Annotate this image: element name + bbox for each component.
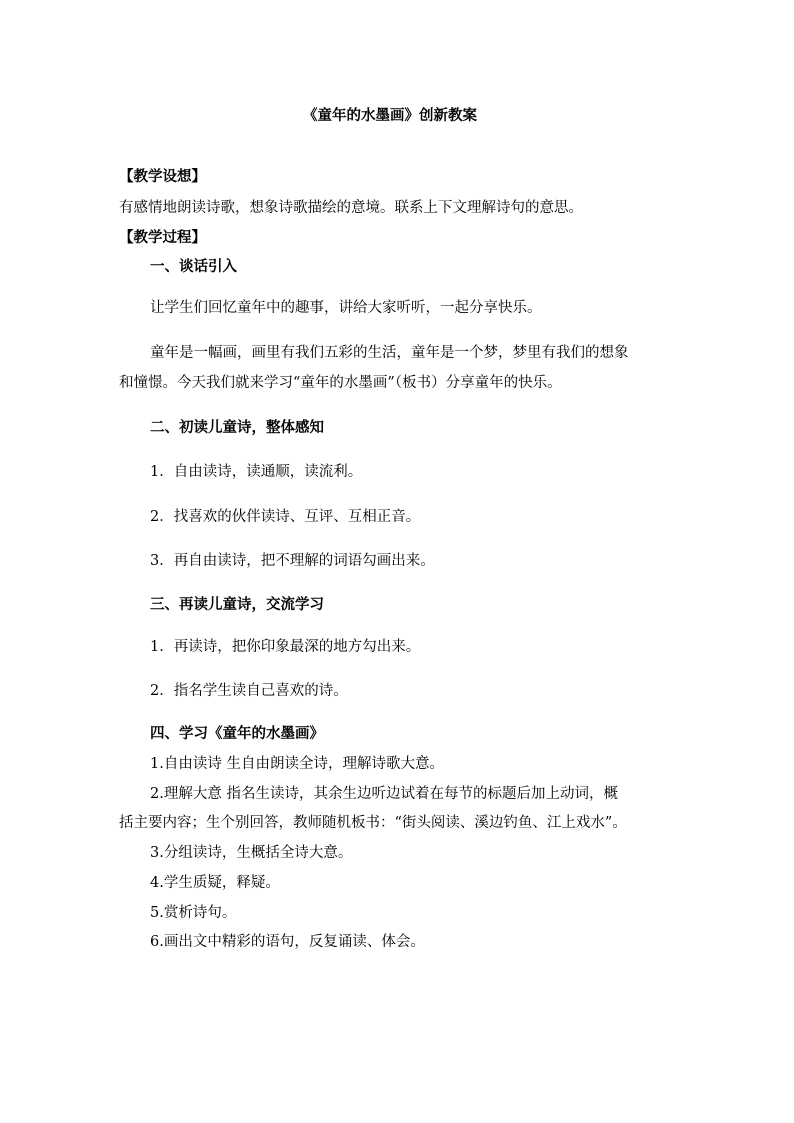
section-2-item-2: 2．找喜欢的伙伴读诗、互评、互相正音。: [150, 509, 421, 525]
section-3-heading: 三、再读儿童诗，交流学习: [150, 596, 324, 613]
section-1-paragraph-2-line-1: 童年是一幅画，画里有我们五彩的生活，童年是一个梦，梦里有我们的想象: [150, 345, 629, 361]
section-2-item-1: 1．自由读诗，读通顺，读流利。: [150, 464, 363, 480]
section-4-item-6: 6.画出文中精彩的语句，反复诵读、体会。: [150, 934, 425, 950]
section-2-item-3: 3．再自由读诗，把不理解的词语勾画出来。: [150, 553, 435, 569]
page-title: 《童年的水墨画》创新教案: [303, 107, 477, 124]
section-2-heading: 二、初读儿童诗，整体感知: [150, 419, 324, 436]
section-4-heading: 四、学习《童年的水墨画》: [150, 725, 324, 742]
section-1-paragraph-2-line-2: 和憧憬。今天我们就来学习“童年的水墨画”（板书）分享童年的快乐。: [119, 375, 562, 391]
process-heading: 【教学过程】: [119, 229, 206, 246]
design-text: 有感情地朗读诗歌，想象诗歌描绘的意境。联系上下文理解诗句的意思。: [119, 200, 583, 216]
section-3-item-1: 1．再读诗，把你印象最深的地方勾出来。: [150, 639, 421, 655]
section-1-paragraph-1: 让学生们回忆童年中的趣事，讲给大家听听，一起分享快乐。: [150, 300, 542, 316]
section-4-item-5: 5.赏析诗句。: [150, 905, 237, 921]
section-3-item-2: 2．指名学生读自己喜欢的诗。: [150, 683, 348, 699]
section-4-item-1: 1.自由读诗 生自由朗读全诗，理解诗歌大意。: [150, 756, 444, 772]
design-heading: 【教学设想】: [119, 168, 206, 185]
section-4-item-2-line-1: 2.理解大意 指名生读诗，其余生边听边试着在每节的标题后加上动词，概: [150, 786, 618, 802]
section-1-heading: 一、谈话引入: [150, 258, 237, 275]
section-4-item-3: 3.分组读诗，生概括全诗大意。: [150, 845, 353, 861]
section-4-item-2-line-2: 括主要内容；生个别回答，教师随机板书：“街头阅读、溪边钓鱼、江上戏水”。: [119, 815, 627, 831]
section-4-item-4: 4.学生质疑，释疑。: [150, 875, 280, 891]
